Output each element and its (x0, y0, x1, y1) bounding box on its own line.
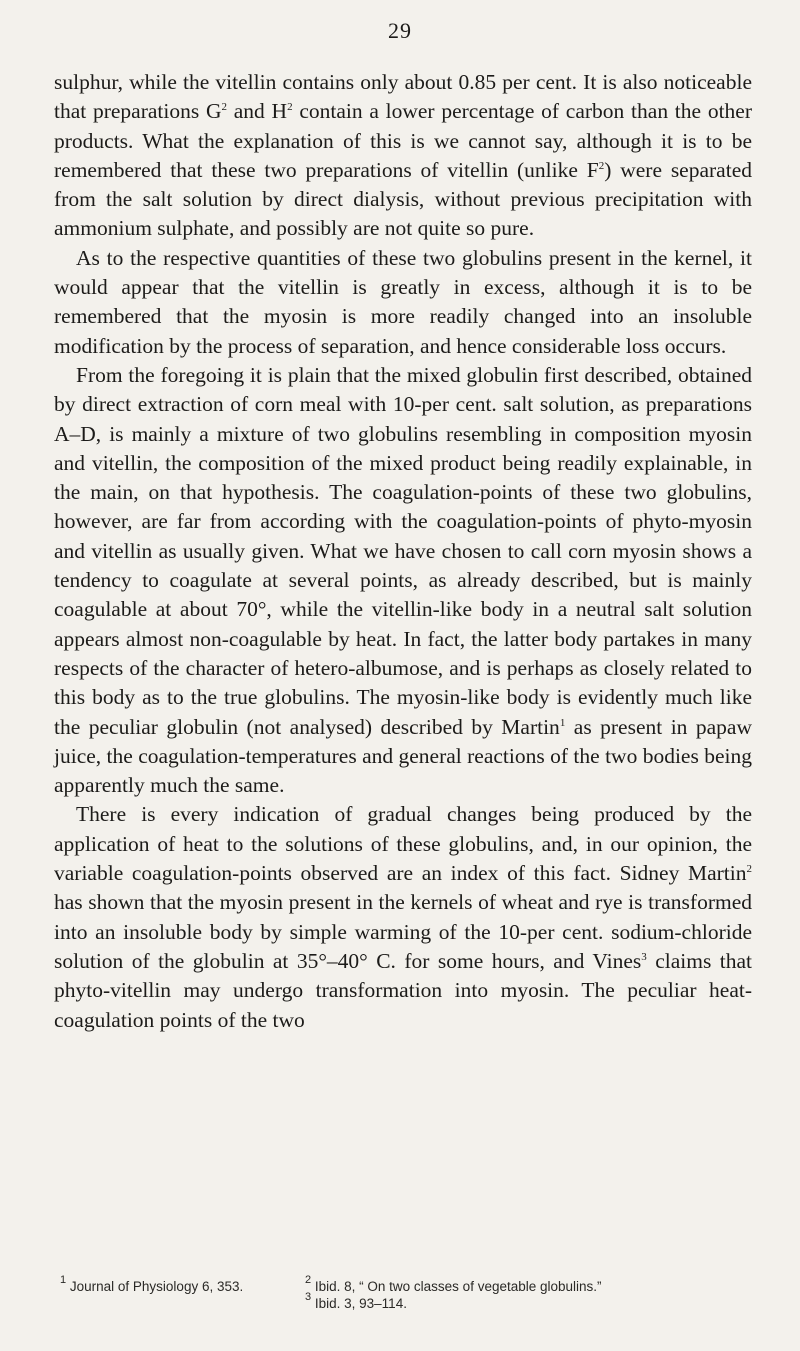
superscript: 2 (287, 101, 293, 114)
superscript: 2 (221, 101, 228, 114)
footnote-text: Journal of Physiology 6, 353. (66, 1279, 244, 1294)
superscript: 2 (598, 159, 605, 172)
footnote-reference: 1 (559, 716, 566, 729)
paragraph-text: From the foregoing it is plain that the mixed globulin first described, obtained by direct extraction of corn meal with 10-per cent. salt solution, as preparations A–D, is mainly a mixture of two globulins resembling in composition myosin and vitellin, the composition of the mixed product being readily explainable, in the main, on that hypothesis. The coagulation-points of these two globulins, however, are far from according with the coagulation-points of phyto-myosin and vitellin as usually given. What we have chosen to call corn myosin shows a tendency to coagulate at several points, as already described, but is mainly coagulable at about 70°, while the vitellin-like body in a neutral salt solution appears almost non-coagulable by heat. In fact, the latter body partakes in many respects of the character of hetero-albumose, and is perhaps as closely related to this body as to the true globulins. The myosin-like body is evidently much like the peculiar globulin (not analysed) described by Martin (54, 362, 752, 739)
paragraph-text: contain a lower percentage of carbon than the other products. What the explanation of this is we cannot say, although it is to be remembered that these two preparations of vitellin (unlike F (54, 99, 752, 182)
footnote-mark: 1 (60, 1274, 67, 1286)
footnote-text: Ibid. 8, “ On two classes of vegetable globulins.” (311, 1279, 602, 1294)
paragraph-text: as present in papaw juice, the coagulation-temperatures and general reactions of the two bodies being apparently much the same. (54, 714, 752, 798)
body-text (54, 68, 752, 1035)
paragraph-text: claims that phyto-vitellin may undergo transformation into myosin. The peculiar heat-coagulation points of the two (54, 948, 752, 1032)
page-number: 29 (388, 18, 412, 43)
footnote-mark: 3 (305, 1291, 312, 1303)
footnote-reference: 3 (641, 950, 647, 963)
paragraph-text: There is every indication of gradual changes being produced by the application of heat to the solutions of these globulins, and, in our opinion, the variable coagulation-points observed are an index of this fact. Sidney Martin (54, 802, 752, 886)
paragraph-2 (54, 244, 752, 361)
footnote-reference: 2 (746, 863, 752, 876)
footnote-3 (60, 1291, 750, 1312)
footnote-2 (305, 1274, 750, 1295)
footnotes (60, 1274, 750, 1312)
paragraph-4 (54, 800, 752, 1034)
footnote-row (60, 1274, 750, 1295)
paragraph-1 (54, 68, 752, 244)
paragraph-text: and H (227, 99, 288, 124)
paragraph-text: sulphur, while the vitellin contains only about 0.85 per cent. It is also noticeable that preparations G (54, 70, 752, 124)
footnote-mark: 2 (305, 1274, 312, 1286)
footnote-1 (60, 1274, 305, 1295)
paragraph-text: ) were separated from the salt solution by direct dialysis, without previous precipitation with ammonium sulphate, and possibly are not quite so pure. (54, 157, 752, 241)
paragraph-text: As to the respective quantities of these two globulins present in the kernel, it would appear that the vitellin is greatly in excess, although it is to be remembered that the myosin is more readily changed into an insoluble modification by the process of separation, and hence considerable loss occurs. (54, 245, 752, 358)
footnote-text: Ibid. 3, 93–114. (311, 1296, 407, 1311)
paragraph-3 (54, 361, 752, 800)
paragraph-text: has shown that the myosin present in the kernels of wheat and rye is transformed into an insoluble body by simple warming of the 10-per cent. sodium-chloride solution of the globulin at 35°–40° C. for some hours, and Vines (54, 890, 752, 973)
